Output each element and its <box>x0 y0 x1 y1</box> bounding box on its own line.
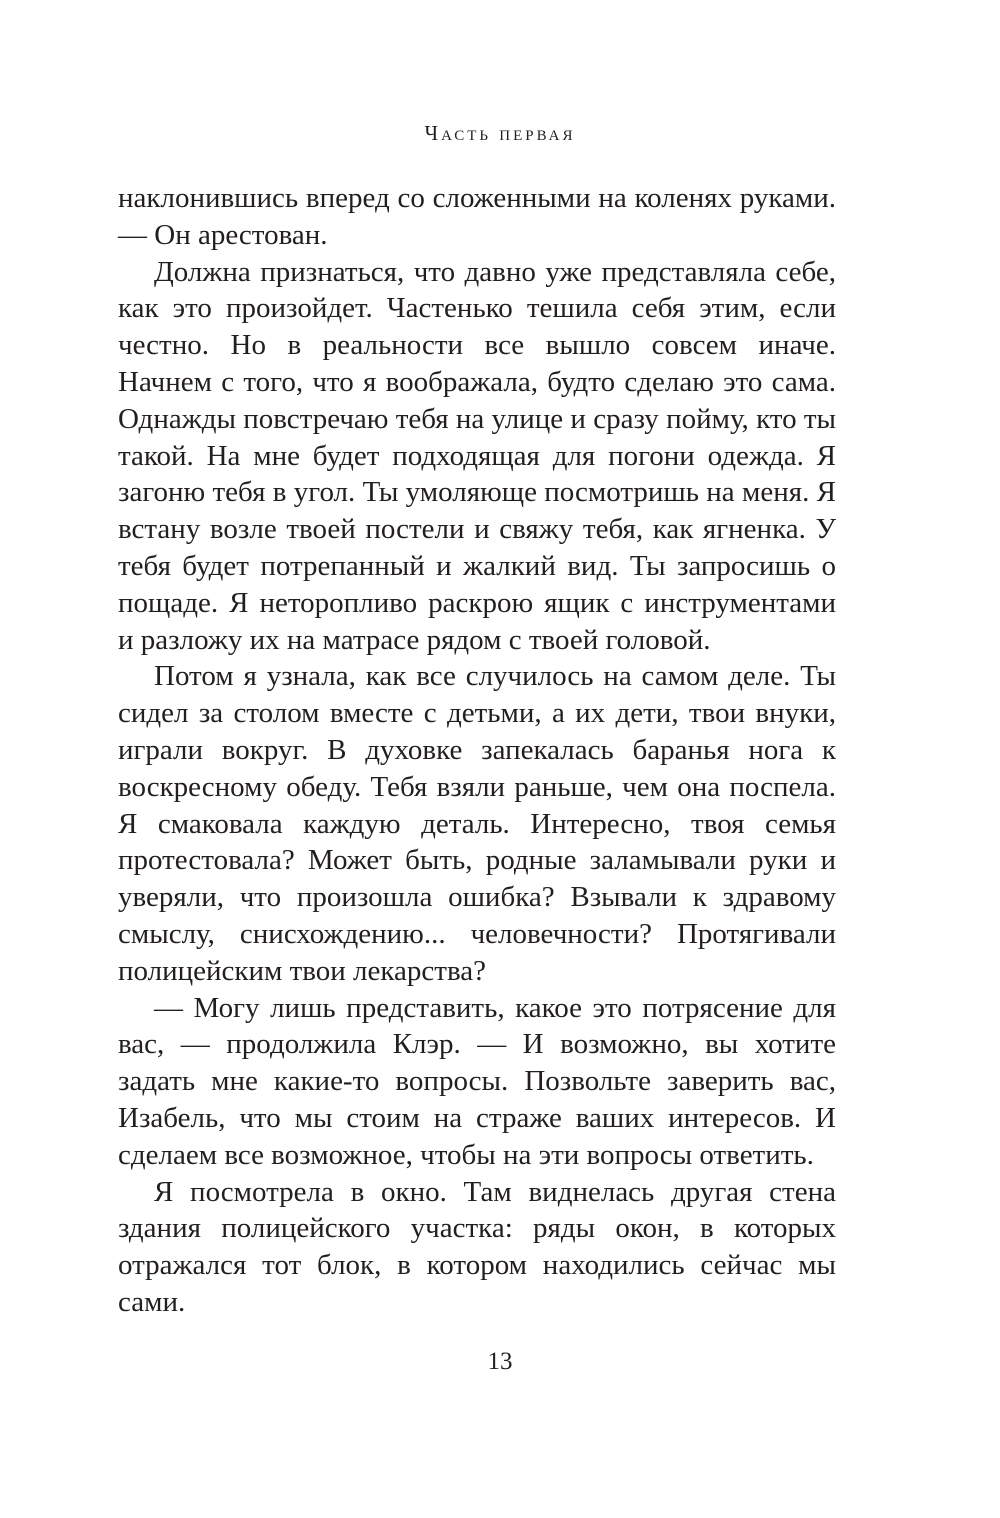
body-text <box>118 180 836 1321</box>
paragraph: — Могу лишь представить, какое это потрясение для вас, — продолжила Клэр. — И возможно, вы хотите задать мне какие-то вопросы. Позвольте заверить вас, Изабель, что мы стоим на страже ваших интересов. И сделаем все возможное, чтобы на эти вопросы ответить. <box>118 991 836 1171</box>
paragraph: Я посмотрела в окно. Там виднелась другая стена здания полицейского участка: ряды окон, в которых отражался тот блок, в котором находились сейчас мы сами. <box>118 1175 836 1318</box>
paragraph: Потом я узнала, как все случилось на самом деле. Ты сидел за столом вместе с детьми, а их дети, твои внуки, играли вокруг. В духовке запекалась баранья нога к воскресному обеду. Тебя взяли раньше, чем она поспела. Я смаковала каждую деталь. Интересно, твоя семья протестовала? Может быть, родные заламывали руки и уверяли, что произошла ошибка? Взывали к здравому смыслу, снисхождению... человечности? Протягивали полицейским твои лекарства? <box>118 660 836 987</box>
paragraph: Должна признаться, что давно уже представляла себе, как это произойдет. Частенько тешила себя этим, если честно. Но в реальности все вышло совсем иначе. Начнем с того, что я воображала, будто сделаю это сама. Однажды повстречаю тебя на улице и сразу пойму, кто ты такой. На мне будет подходящая для погони одежда. Я загоню тебя в угол. Ты умоляюще посмотришь на меня. Я встану возле твоей постели и свяжу тебя, как ягненка. У тебя будет потрепанный и жалкий вид. Ты запросишь о пощаде. Я неторопливо раскрою ящик с инструментами и разложу их на матрасе рядом с твоей головой. <box>118 255 836 656</box>
paragraph-continued: наклонившись вперед со сложенными на коленях руками. — Он арестован. <box>118 182 836 251</box>
page-number: 13 <box>487 1348 513 1375</box>
running-head: Часть первая <box>424 121 576 145</box>
